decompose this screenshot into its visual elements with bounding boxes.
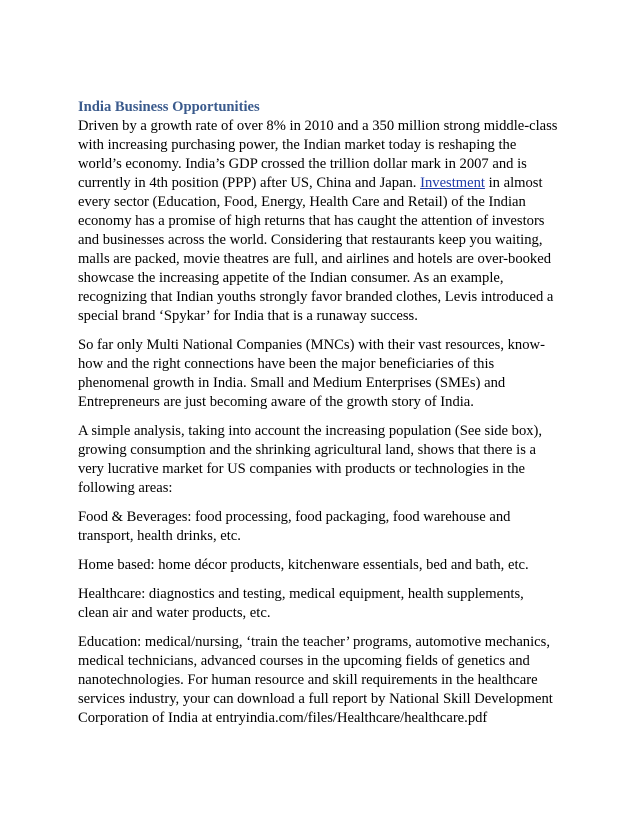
- document-title: India Business Opportunities: [78, 99, 260, 115]
- paragraph-mncs: So far only Multi National Companies (MNCs) with their vast resources, know-how and the right connections have been the major beneficiaries of this phenomenal growth in India. Small and Medium Enterprises (SMEs) and Entrepreneurs are just becoming aware of the growth story of India.: [78, 337, 545, 410]
- paragraph-intro: [78, 117, 558, 326]
- paragraph-food-beverages: Food & Beverages: food processing, food packaging, food warehouse and transport, health drinks, etc.: [78, 509, 511, 544]
- paragraph-education: Education: medical/nursing, ‘train the teacher’ programs, automotive mechanics, medical technicians, advanced courses in the upcoming fields of genetics and nanotechnologies. For human resource and skill requirements in the healthcare services industry, your can download a full report by National Skill Development Corporation of India at entryindia.com/files/Healthcare/healthcare.pdf: [78, 634, 553, 726]
- paragraph-analysis: A simple analysis, taking into account the increasing population (See side box), growing consumption and the shrinking agricultural land, shows that there is a very lucrative market for US companies with products or technologies in the following areas:: [78, 423, 543, 496]
- paragraph-intro-text-2: in almost every sector (Education, Food, Energy, Health Care and Retail) of the Indian economy has a promise of high returns that has caught the attention of investors and businesses across the world. Considering that restaurants keep you waiting, malls are packed, movie theatres are full, and airlines and hotels are over-booked showcase the increasing appetite of the Indian consumer. As an example, recognizing that Indian youths strongly favor branded clothes, Levis introduced a special brand ‘Spykar’ for India that is a runaway success.: [78, 175, 554, 324]
- investment-link[interactable]: Investment: [420, 175, 485, 191]
- paragraph-intro-text-1: Driven by a growth rate of over 8% in 2010 and a 350 million strong middle-class with increasing purchasing power, the Indian market today is reshaping the world’s economy. India’s GDP crossed the trillion dollar mark in 2007 and is currently in 4th position (PPP) after US, China and Japan.: [78, 118, 558, 191]
- paragraph-healthcare: Healthcare: diagnostics and testing, medical equipment, health supplements, clean air and water products, etc.: [78, 586, 524, 621]
- document-page: [78, 98, 558, 738]
- paragraph-home-based: Home based: home décor products, kitchenware essentials, bed and bath, etc.: [78, 557, 529, 573]
